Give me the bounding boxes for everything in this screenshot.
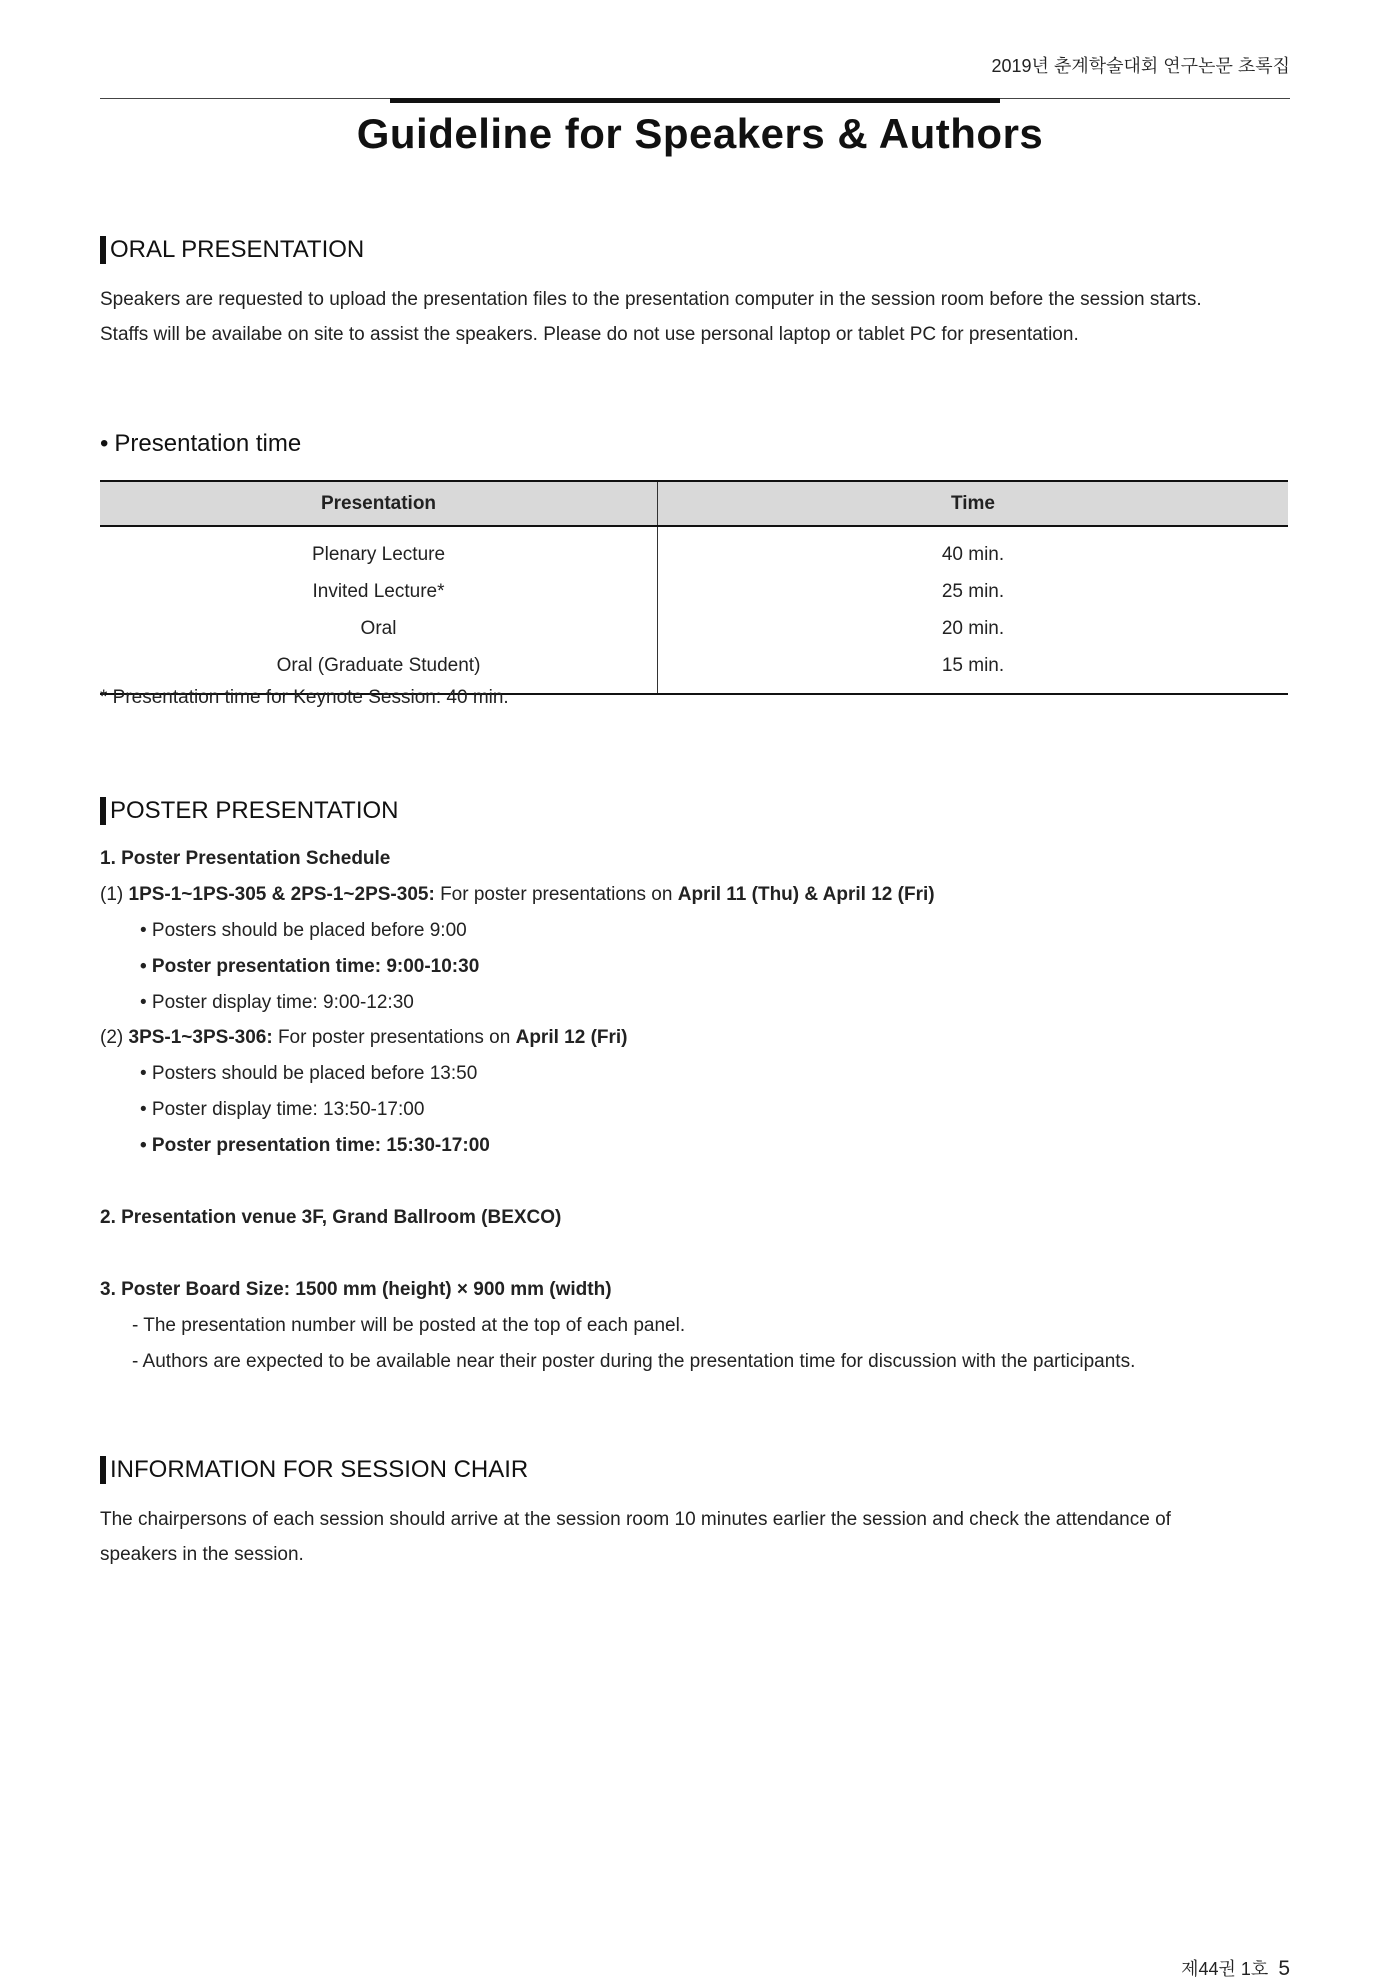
poster-item3-title: 3. Poster Board Size: 1500 mm (height) × 900 mm (width) — [100, 1279, 612, 1300]
poster-item3-note: - The presentation number will be posted at the top of each panel. — [132, 1315, 686, 1336]
sub1-dates: April 11 (Thu) & April 12 (Fri) — [677, 884, 935, 905]
sub1-middle: For poster presentations on — [434, 884, 678, 905]
poster-sub2-line — [100, 1027, 628, 1049]
oral-paragraph-line: Speakers are requested to upload the presentation files to the presentation computer in the session room before the session starts. — [100, 289, 1202, 310]
sub2-middle: For poster presentations on — [272, 1027, 516, 1048]
oral-heading-text: ORAL PRESENTATION — [110, 236, 365, 263]
presentation-time-heading-text: Presentation time — [114, 430, 302, 457]
table-row — [100, 610, 1288, 647]
table-cell-time: 20 min. — [941, 617, 1005, 639]
sub1-bullet: • Poster presentation time: 9:00-10:30 — [140, 956, 480, 977]
oral-paragraph-line: Staffs will be availabe on site to assist the speakers. Please do not use personal laptop or tablet PC for presentation. — [100, 324, 1079, 345]
table-row — [100, 573, 1288, 610]
table-cell-time: 40 min. — [941, 543, 1005, 565]
chair-paragraph-line: speakers in the session. — [100, 1544, 304, 1565]
sub2-codes: 3PS-1~3PS-306: — [128, 1027, 273, 1048]
chair-paragraph — [100, 1502, 1290, 1572]
chair-heading — [100, 1456, 528, 1484]
oral-paragraph — [100, 282, 1290, 352]
poster-sub1-line — [100, 884, 935, 906]
bullet-icon: • — [100, 430, 109, 457]
table-cell-time: 25 min. — [941, 580, 1005, 602]
page-number: 5 — [1278, 1957, 1290, 1980]
poster-item3-note: - Authors are expected to be available near their poster during the presentation time for discussion with the participants. — [132, 1351, 1136, 1372]
poster-item1-title: 1. Poster Presentation Schedule — [100, 848, 391, 869]
chair-paragraph-line: The chairpersons of each session should arrive at the session room 10 minutes earlier the session and check the attendance of — [100, 1509, 1171, 1530]
table-cell-time: 15 min. — [658, 647, 1289, 694]
sub2-dates: April 12 (Fri) — [515, 1027, 628, 1048]
sub1-bullet: • Posters should be placed before 9:00 — [140, 920, 467, 941]
sub1-bullet: • Poster display time: 9:00-12:30 — [140, 992, 414, 1013]
chair-heading-text: INFORMATION FOR SESSION CHAIR — [110, 1456, 529, 1483]
title-bar — [390, 98, 1000, 103]
oral-heading — [100, 236, 364, 264]
poster-heading-text: POSTER PRESENTATION — [110, 797, 399, 824]
sub2-bullet: • Poster presentation time: 15:30-17:00 — [140, 1135, 490, 1156]
sub1-prefix: (1) — [100, 884, 129, 905]
heading-bar-icon — [100, 236, 106, 264]
poster-heading — [100, 797, 398, 825]
presentation-time-table — [100, 480, 1288, 695]
table-cell-presentation: Plenary Lecture — [100, 526, 658, 573]
table-row — [100, 526, 1288, 573]
table-header-row — [100, 481, 1288, 526]
volume-label: 제44권 1호 — [1181, 1959, 1269, 1979]
table-cell-presentation: Oral (Graduate Student) — [100, 647, 658, 694]
poster-item2-title: 2. Presentation venue 3F, Grand Ballroom (BEXCO) — [100, 1207, 562, 1228]
sub1-codes: 1PS-1~1PS-305 & 2PS-1~2PS-305: — [128, 884, 435, 905]
sub2-bullet: • Poster display time: 13:50-17:00 — [140, 1099, 425, 1120]
presentation-time-heading — [100, 430, 301, 458]
page-footer — [1181, 1955, 1290, 1981]
page-title: Guideline for Speakers & Authors — [356, 110, 1044, 157]
sub2-bullet: • Posters should be placed before 13:50 — [140, 1063, 478, 1084]
running-header: 2019년 춘계학술대회 연구논문 초록집 — [991, 56, 1290, 76]
table-header-time: Time — [658, 481, 1289, 526]
sub2-prefix: (2) — [100, 1027, 129, 1048]
heading-bar-icon — [100, 1456, 106, 1484]
table-header-presentation: Presentation — [100, 481, 658, 526]
table-footnote: * Presentation time for Keynote Session: 40 min. — [100, 687, 509, 708]
heading-bar-icon — [100, 797, 106, 825]
table-cell-presentation: Oral — [100, 610, 658, 647]
table-cell-presentation: Invited Lecture* — [100, 573, 658, 610]
